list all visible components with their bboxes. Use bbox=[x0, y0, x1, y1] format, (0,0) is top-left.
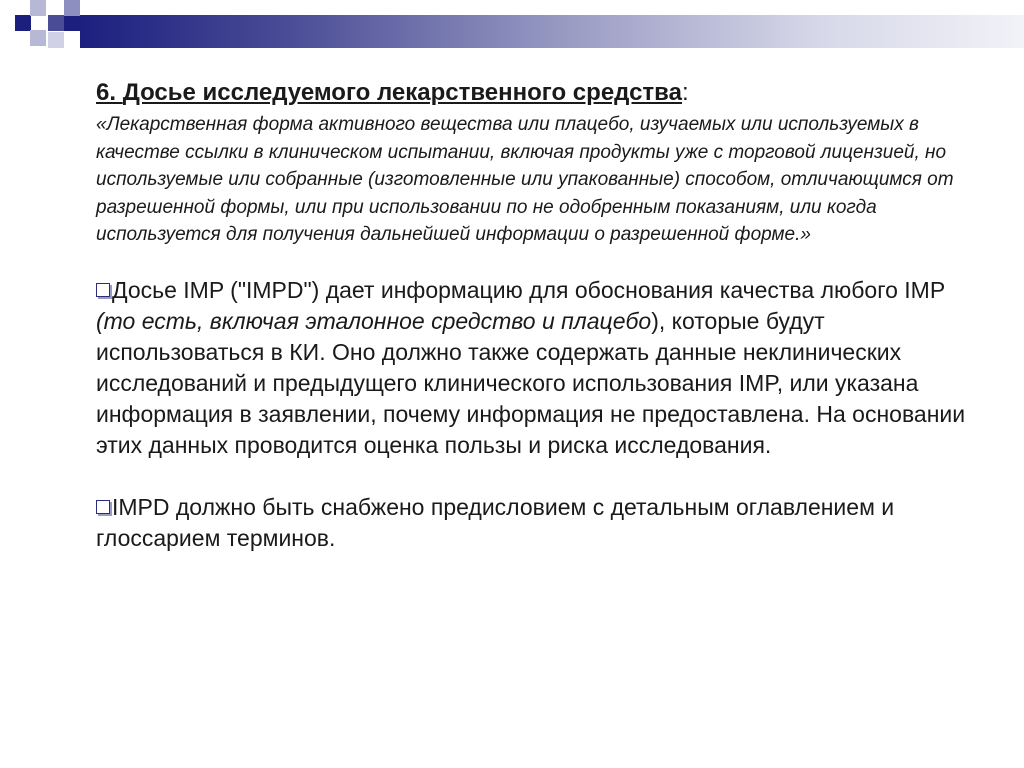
title-text: Досье исследуемого лекарственного средства bbox=[122, 79, 682, 106]
bullet-text-part1: Досье IMP ("IMPD") дает информацию для обоснования качества любого IMP bbox=[112, 276, 945, 303]
bullet-text-part2: ), которые будут использоваться в КИ. Оно должно также содержать данные неклинических исследований и предыдущего клинического использования IMP, или указана информация в заявлении, почему информация не предоставлена. На основании этих данных проводится оценка пользы и риска исследования. bbox=[96, 307, 966, 458]
decor-square bbox=[15, 15, 31, 31]
bullet-item-impd-info bbox=[96, 275, 976, 461]
bullet-item-impd-structure bbox=[96, 492, 976, 554]
decor-square bbox=[48, 15, 64, 31]
decor-square bbox=[48, 32, 64, 48]
title-number: 6. bbox=[96, 79, 123, 106]
square-bullet-icon bbox=[96, 500, 110, 514]
title-colon: : bbox=[681, 79, 689, 106]
decor-square bbox=[64, 15, 80, 31]
header-banner bbox=[80, 15, 1024, 48]
decor-square bbox=[30, 30, 46, 46]
bullet-text-italic: (то есть, включая эталонное средство и плацебо bbox=[96, 307, 652, 334]
decor-square bbox=[64, 0, 80, 16]
decor-square bbox=[30, 0, 46, 16]
definition-quote: «Лекарственная форма активного вещества или плацебо, изучаемых или используемых в качестве ссылки в клиническом испытании, включая продукты уже с торговой лицензией, но используемые или собранные (изготовленные или упакованные) способом, отличающимся от разрешенной формы, или при использовании по не одобренным показаниям, или когда используется для получения дальнейшей информации о разрешенной форме.» bbox=[96, 114, 954, 245]
slide-content bbox=[96, 78, 976, 554]
slide-title bbox=[96, 78, 976, 108]
bullet-text: IMPD должно быть снабжено предисловием с детальным оглавлением и глоссарием терминов. bbox=[96, 493, 895, 551]
square-bullet-icon bbox=[96, 283, 110, 297]
